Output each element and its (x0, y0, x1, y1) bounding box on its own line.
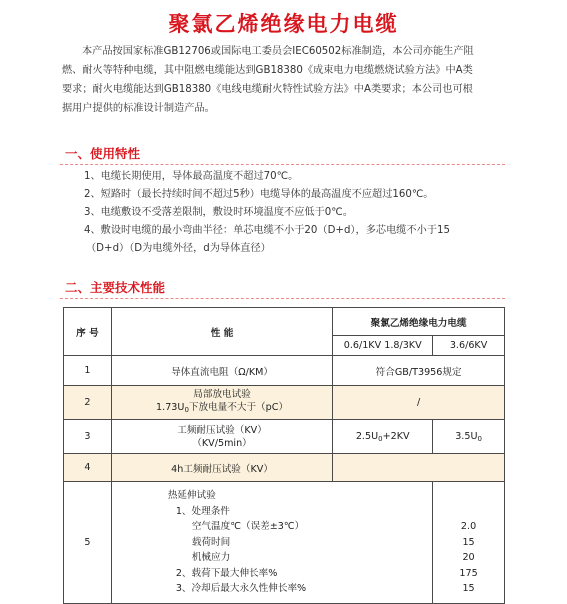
value-text: 3.5U (455, 430, 478, 442)
table-row (64, 420, 505, 454)
row-no: 1 (64, 356, 112, 386)
property-line: 局部放电试验 (193, 389, 251, 400)
row-property (111, 386, 332, 420)
property-line: 工频耐压试验（KV） (177, 424, 267, 436)
row-property: 导体直流电阻（Ω/KM） (111, 356, 332, 386)
list-item: 2、短路时（最长持续时间不超过5秒）电缆导体的最高温度不应超过160℃。 (84, 189, 434, 200)
row-value: 符合GB/T3956规定 (333, 356, 505, 386)
row-value: / (333, 386, 505, 420)
table-row (64, 356, 505, 386)
value-line (433, 504, 504, 520)
table-row (64, 454, 505, 482)
row-value-high (433, 420, 505, 454)
header-voltage-low: 0.6/1KV 1.8/3KV (333, 336, 433, 356)
subscript: 0 (184, 406, 189, 414)
row-values (433, 482, 505, 604)
page-title: 聚氯乙烯绝缘电力电缆 (168, 12, 399, 36)
header-cable-type: 聚氯乙烯绝缘电力电缆 (333, 308, 505, 336)
table-row (64, 482, 505, 604)
property-text: 1.73U (156, 402, 185, 413)
header-voltage-high: 3.6/6KV (433, 336, 505, 356)
row-property (111, 482, 432, 604)
value-line: 15 (462, 583, 475, 594)
row-value (333, 454, 505, 482)
spec-table (63, 307, 505, 604)
property-line: 1、处理条件 (175, 505, 230, 517)
property-text: 下放电量不大于（pC） (188, 402, 289, 413)
property-line (116, 401, 328, 417)
intro-line-text: 本产品按国家标准GB12706或国际电工委员会IEC60502标准制造，本公司亦能生产阻 (82, 46, 474, 57)
property-line: 机械应力 (191, 552, 231, 563)
list-item: 3、电缆敷设不受落差限制，敷设时环境温度不应低于0℃。 (84, 207, 353, 218)
intro-line: 要求；耐火电缆能达到GB18380《电线电缆耐火特性试验方法》中A类要求；本公司也可根 (62, 84, 473, 95)
row-value-low (333, 420, 433, 454)
section-divider (60, 164, 505, 165)
property-line: 载荷时间 (191, 536, 231, 548)
list-item: （D+d）（D为电缆外径，d为导体直径） (86, 243, 271, 254)
header-no: 序 号 (64, 308, 112, 356)
property-line: （KV/5min） (192, 437, 252, 449)
intro-line: 据用户提供的标准设计制造产品。 (62, 103, 215, 114)
usage-list (84, 168, 514, 258)
row-no: 2 (64, 386, 112, 420)
value-line: 15 (462, 536, 475, 548)
value-line (433, 488, 504, 504)
row-no: 4 (64, 454, 112, 482)
property-line: 空气温度℃（误差±3℃） (191, 521, 305, 532)
row-no: 3 (64, 420, 112, 454)
row-property: 4h工频耐压试验（KV） (111, 454, 332, 482)
property-line: 3、冷却后最大永久性伸长率% (175, 583, 307, 594)
section-heading-usage: 一、使用特性 (65, 146, 141, 161)
list-item: 4、敷设时电缆的最小弯曲半径：单芯电缆不小于20（D+d），多芯电缆不小于15 (84, 225, 450, 236)
value-text: 2.5U (355, 430, 379, 442)
property-line: 2、载荷下最大伸长率% (175, 567, 278, 579)
section-divider (60, 298, 505, 299)
value-line: 20 (462, 552, 475, 563)
intro-paragraph (62, 42, 502, 118)
value-line: 175 (459, 567, 478, 579)
header-property: 性 能 (111, 308, 332, 356)
value-line: 2.0 (460, 521, 477, 532)
subscript: 0 (378, 434, 383, 443)
row-no: 5 (64, 482, 112, 604)
row-property (111, 420, 332, 454)
intro-line: 燃、耐火等特种电缆，其中阻燃电缆能达到GB18380《成束电力电缆燃烧试验方法》中A类 (62, 65, 473, 76)
table-row (64, 386, 505, 420)
list-item: 1、电缆长期使用，导体最高温度不超过70℃。 (84, 171, 299, 182)
subscript: 0 (477, 434, 482, 443)
property-line: 热延伸试验 (167, 490, 216, 501)
value-text: +2KV (382, 430, 410, 442)
section-heading-specs: 二、主要技术性能 (65, 280, 166, 295)
intro-line (62, 42, 502, 61)
